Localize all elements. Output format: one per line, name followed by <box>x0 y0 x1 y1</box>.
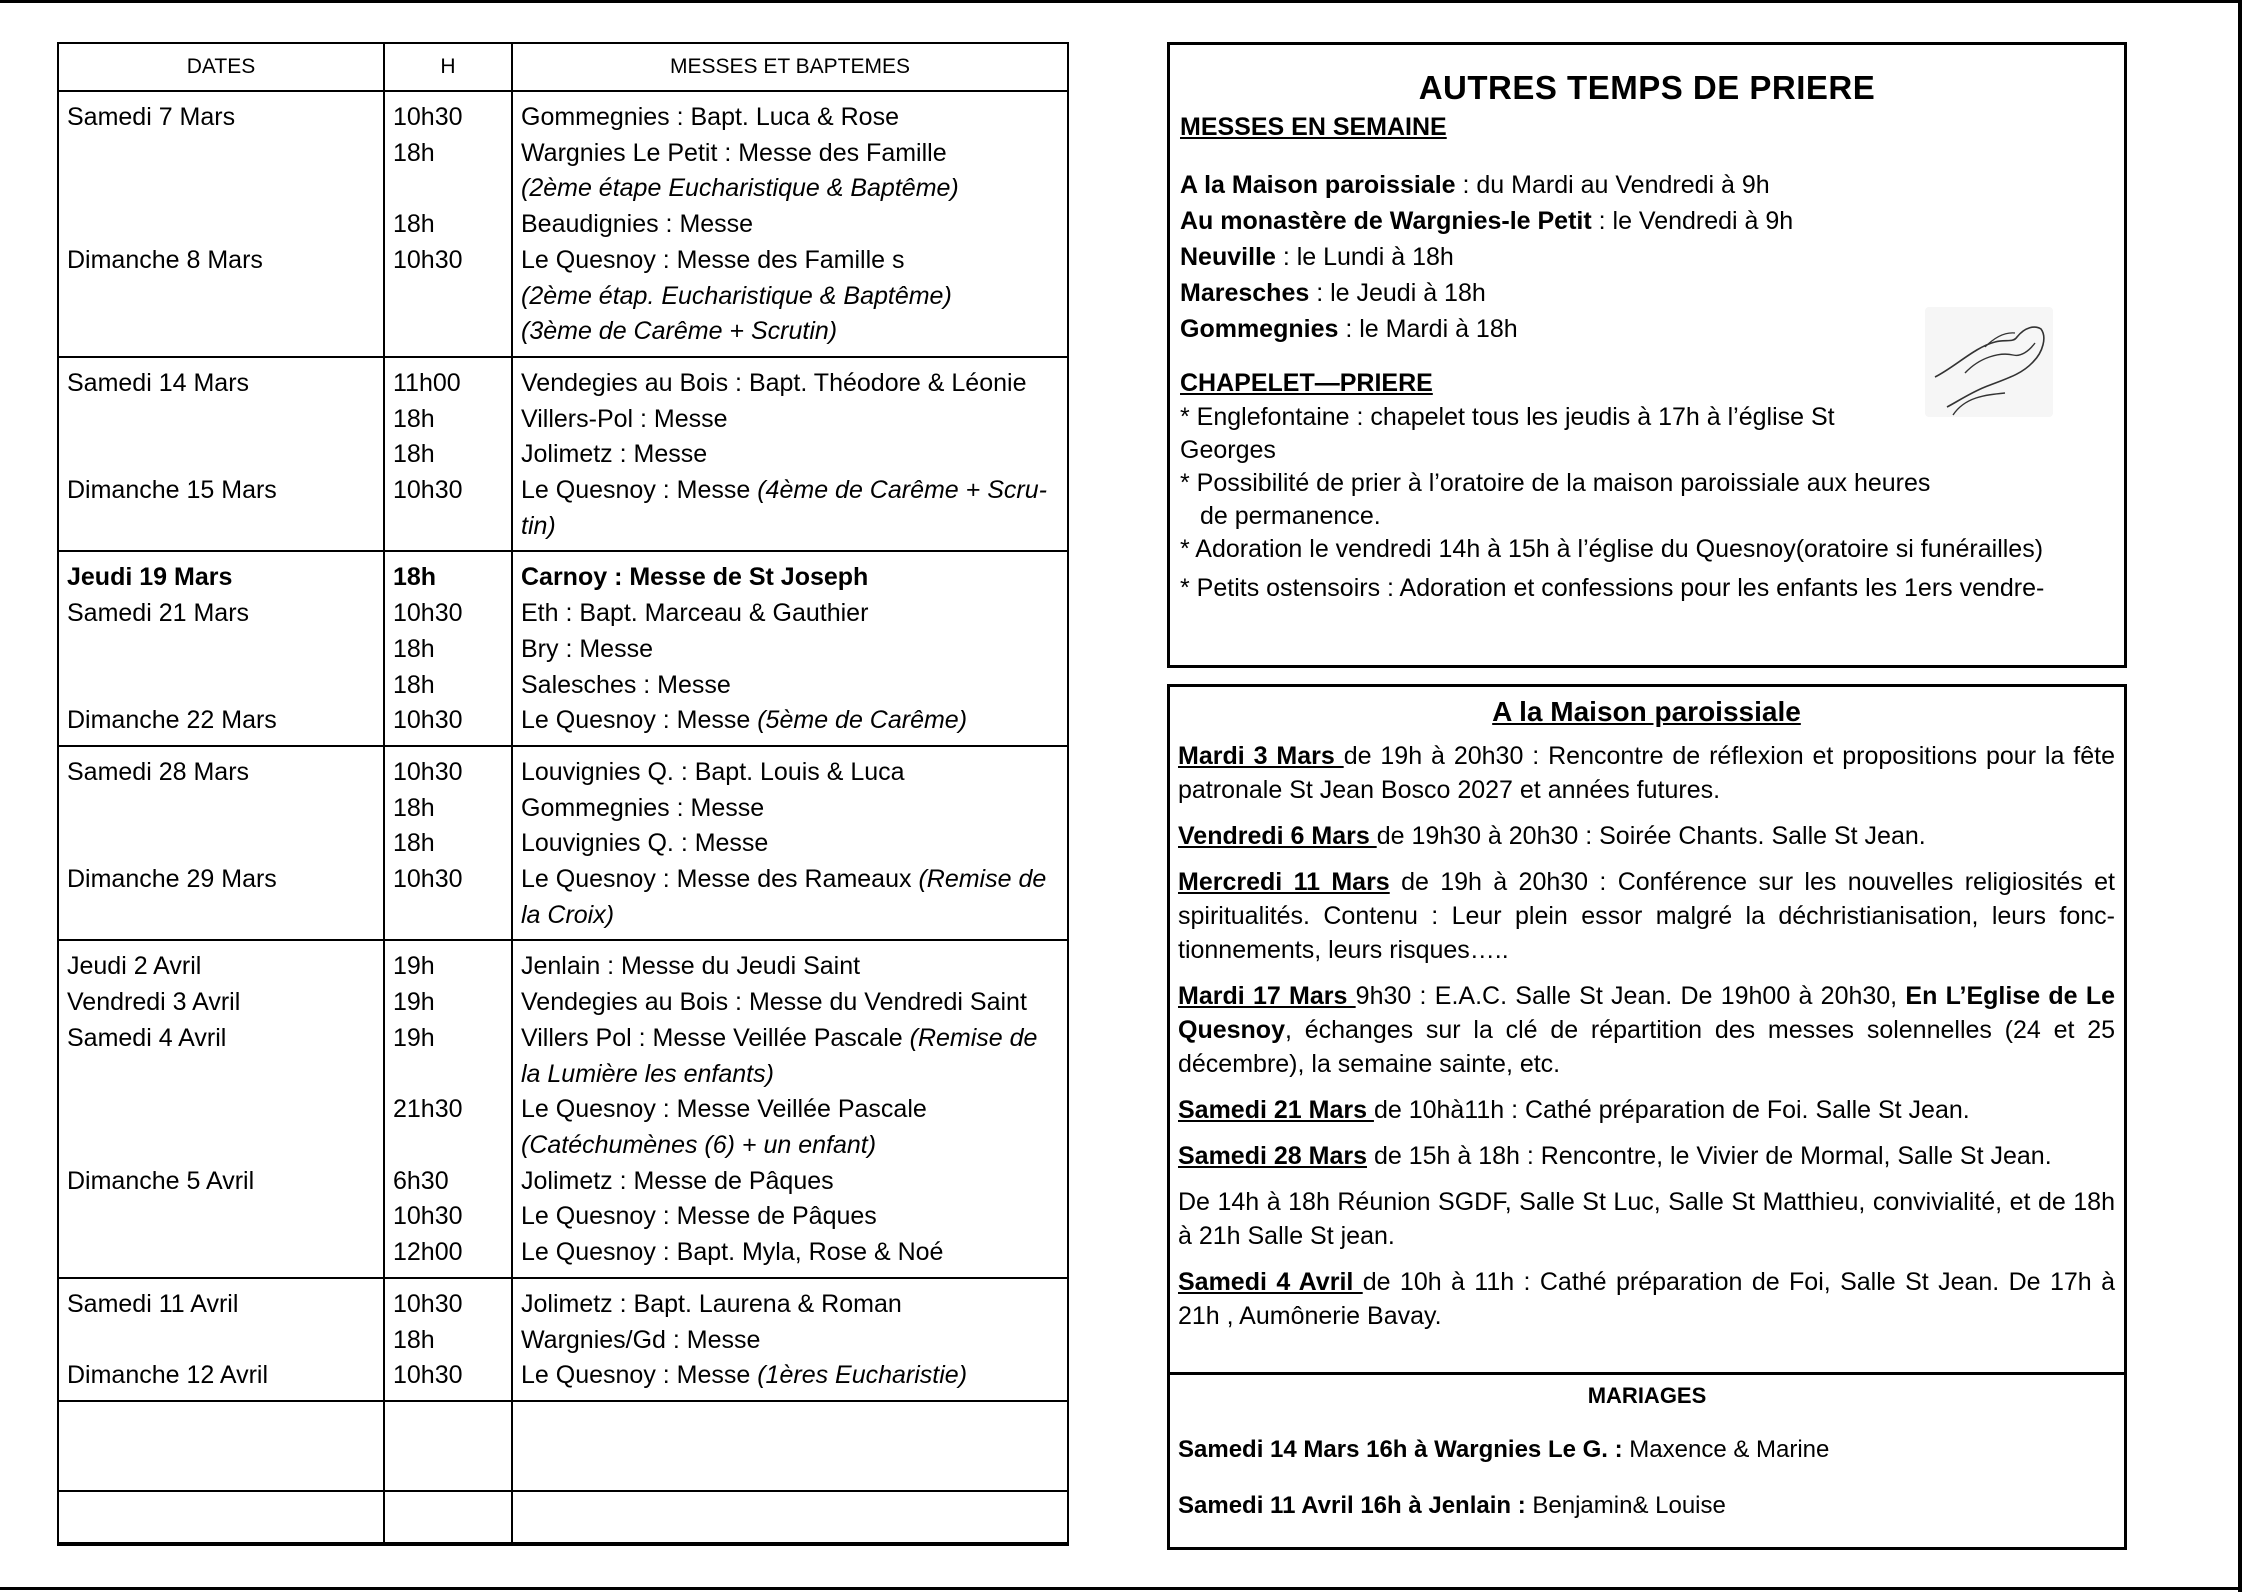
time-cell <box>384 940 512 1277</box>
date-cell <box>59 91 384 357</box>
date-line: Dimanche 15 Mars <box>67 476 277 504</box>
schedule-group-row <box>59 940 1067 1277</box>
schedule-group-row <box>59 91 1067 357</box>
date-cell <box>59 551 384 746</box>
date-line <box>67 207 375 243</box>
chapelet-item: * Englefontaine : chapelet tous les jeudis à 17h à l’église St <box>1180 403 1835 431</box>
time-line: 18h <box>393 404 435 433</box>
text-line: Le Quesnoy : Messe des Famille s <box>521 245 905 274</box>
text-line: Gommegnies : Bapt. Luca & Rose <box>521 103 899 131</box>
time-line: 10h30 <box>393 1202 463 1231</box>
time-line: 11h00 <box>393 368 461 397</box>
schedule-group-row <box>59 746 1067 941</box>
text-line: la Lumière les enfants) <box>521 1059 774 1088</box>
weddings-section <box>1170 1372 2124 1553</box>
time-line: 12h00 <box>393 1238 463 1267</box>
date-line <box>67 509 375 545</box>
event-item: Vendredi 6 Mars de 19h30 à 20h30 : Soirée Chants. Salle St Jean. <box>1178 822 1926 850</box>
date-line <box>67 314 375 350</box>
text-line: Louvignies Q. : Messe <box>521 829 769 858</box>
other-prayer-times-box <box>1167 42 2127 668</box>
time-line <box>393 1128 503 1164</box>
time-line: 10h30 <box>393 865 463 894</box>
text-line: (2ème étape Eucharistique & Baptême) <box>521 174 959 203</box>
date-line <box>67 1199 375 1235</box>
event-item: Mercredi 11 Mars de 19h à 20h30 : Conférence sur les nouvelles religiosités et spiritualités. Contenu : Leur plein essor malgré la déchristianisation, leurs fonc-tionnements, leurs risques….. <box>1178 868 2115 964</box>
date-line: Samedi 28 Mars <box>67 757 250 786</box>
date-cell <box>59 1278 384 1401</box>
time-line: 21h30 <box>393 1095 463 1124</box>
text-line: Le Quesnoy : Messe des Rameaux (Remise de <box>521 865 1047 894</box>
time-line: 19h <box>393 988 435 1017</box>
text-line: (Catéchumènes (6) + un enfant) <box>521 1130 877 1159</box>
text-line: Le Quesnoy : Messe (4ème de Carême + Scru- <box>521 476 1047 505</box>
time-line: 19h <box>393 1023 435 1052</box>
masses-cell <box>512 551 1067 746</box>
time-cell <box>384 91 512 357</box>
text-line: Vendegies au Bois : Bapt. Théodore & Léonie <box>521 368 1027 397</box>
text-line: Wargnies/Gd : Messe <box>521 1325 761 1354</box>
time-line <box>393 509 503 545</box>
date-line: Samedi 11 Avril <box>67 1289 239 1318</box>
chapelet-item-cont: de permanence. <box>1200 502 1381 530</box>
text-line: Eth : Bapt. Marceau & Gauthier <box>521 599 869 628</box>
date-line: Dimanche 8 Mars <box>67 245 263 274</box>
text-line: Le Quesnoy : Messe (1ères Eucharistie) <box>521 1361 968 1390</box>
weekday-item: A la Maison paroissiale : du Mardi au Vendredi à 9h <box>1180 171 1770 199</box>
table-header-row <box>59 44 1067 91</box>
text-line: la Croix) <box>521 900 615 929</box>
time-line: 10h30 <box>393 1289 463 1318</box>
column-header-dates: DATES <box>59 44 384 91</box>
text-line: tin) <box>521 511 556 540</box>
event-item: Samedi 28 Mars de 15h à 18h : Rencontre, le Vivier de Mormal, Salle St Jean. <box>1178 1142 2052 1170</box>
prayer-box-title: AUTRES TEMPS DE PRIERE <box>1418 69 1876 106</box>
event-item: Samedi 21 Mars de 10hà11h : Cathé préparation de Foi. Salle St Jean. <box>1178 1096 1970 1124</box>
time-line: 18h <box>393 563 437 592</box>
text-line: Le Quesnoy : Bapt. Myla, Rose & Noé <box>521 1238 944 1267</box>
date-line: Jeudi 2 Avril <box>67 952 202 981</box>
praying-hands-icon <box>1925 307 2053 417</box>
text-line: Beaudignies : Messe <box>521 210 754 239</box>
date-line: Samedi 21 Mars <box>67 599 250 628</box>
chapelet-item-cont: Georges <box>1180 436 1276 464</box>
text-line: (3ème de Carême + Scrutin) <box>521 317 838 346</box>
text-line: Jolimetz : Messe de Pâques <box>521 1166 834 1195</box>
text-line: Le Quesnoy : Messe (5ème de Carême) <box>521 706 968 735</box>
date-cell <box>59 746 384 941</box>
maison-paroissiale-box <box>1167 684 2127 1550</box>
time-line <box>393 171 503 207</box>
date-line: Jeudi 19 Mars <box>67 563 233 592</box>
masses-cell <box>512 746 1067 941</box>
masses-cell <box>512 1278 1067 1401</box>
date-line <box>67 1323 375 1359</box>
time-line: 18h <box>393 670 435 699</box>
date-line <box>67 1092 375 1128</box>
date-line: Dimanche 22 Mars <box>67 706 277 735</box>
event-item: Samedi 4 Avril de 10h à 11h : Cathé préparation de Foi, Salle St Jean. De 17h à 21h , Aumônerie Bavay. <box>1178 1268 2115 1330</box>
time-line <box>393 1057 503 1093</box>
text-line: Villers Pol : Messe Veillée Pascale (Remise de <box>521 1023 1038 1052</box>
time-line: 18h <box>393 1325 435 1354</box>
weekday-item: Au monastère de Wargnies-le Petit : le Vendredi à 9h <box>1180 207 1794 235</box>
time-line: 10h30 <box>393 1361 463 1390</box>
date-line <box>67 437 375 473</box>
chapelet-item: * Possibilité de prier à l’oratoire de la maison paroissiale aux heures <box>1180 469 1931 497</box>
empty-row <box>59 1401 1067 1491</box>
column-header-masses: MESSES ET BAPTEMES <box>512 44 1067 91</box>
text-line: Salesches : Messe <box>521 670 731 699</box>
time-line: 10h30 <box>393 599 463 628</box>
date-line: Dimanche 12 Avril <box>67 1361 269 1390</box>
maison-title: A la Maison paroissiale <box>1492 696 1801 727</box>
time-cell <box>384 746 512 941</box>
date-line: Samedi 4 Avril <box>67 1023 227 1052</box>
text-line: Jolimetz : Messe <box>521 440 708 469</box>
time-line: 10h30 <box>393 757 463 786</box>
text-line: Louvignies Q. : Bapt. Louis & Luca <box>521 757 905 786</box>
date-cell <box>59 357 384 552</box>
time-cell <box>384 551 512 746</box>
chapelet-item: * Petits ostensoirs : Adoration et confessions pour les enfants les 1ers vendre- <box>1180 574 2045 602</box>
date-line <box>67 1057 375 1093</box>
date-line: Dimanche 29 Mars <box>67 865 277 894</box>
event-item: De 14h à 18h Réunion SGDF, Salle St Luc, Salle St Matthieu, convivialité, et de 18h à 21h Salle St jean. <box>1178 1188 2115 1250</box>
text-line: Villers-Pol : Messe <box>521 404 728 433</box>
chapelet-item: * Adoration le vendredi 14h à 15h à l’église du Quesnoy(oratoire si funérailles) <box>1180 535 2044 563</box>
date-cell <box>59 940 384 1277</box>
schedule-group-row <box>59 1278 1067 1401</box>
time-line: 18h <box>393 440 435 469</box>
text-line: Le Quesnoy : Messe de Pâques <box>521 1202 877 1231</box>
date-line <box>67 278 375 314</box>
date-line <box>67 171 375 207</box>
wedding-item: Samedi 11 Avril 16h à Jenlain : Benjamin& Louise <box>1178 1492 1726 1519</box>
text-line: Le Quesnoy : Messe Veillée Pascale <box>521 1095 927 1124</box>
date-line: Samedi 7 Mars <box>67 103 236 131</box>
time-cell <box>384 1278 512 1401</box>
masses-cell <box>512 940 1067 1277</box>
text-line: Jolimetz : Bapt. Laurena & Roman <box>521 1289 902 1318</box>
text-line: Jenlain : Messe du Jeudi Saint <box>521 952 861 981</box>
weekday-item: Neuville : le Lundi à 18h <box>1180 243 1454 271</box>
page-frame-right <box>2238 0 2242 1592</box>
weekday-item: Maresches : le Jeudi à 18h <box>1180 279 1486 307</box>
time-line <box>393 314 503 350</box>
date-line <box>67 632 375 668</box>
time-line: 19h <box>393 952 435 981</box>
date-line <box>67 826 375 862</box>
weekday-masses-title: MESSES EN SEMAINE <box>1180 113 1447 141</box>
wedding-item: Samedi 14 Mars 16h à Wargnies Le G. : Maxence & Marine <box>1178 1436 1830 1463</box>
date-line <box>67 136 375 172</box>
text-line: Bry : Messe <box>521 634 653 663</box>
chapelet-title: CHAPELET—PRIERE <box>1180 369 1433 397</box>
text-line: Carnoy : Messe de St Joseph <box>521 563 869 592</box>
date-line <box>67 791 375 827</box>
time-line: 18h <box>393 634 435 663</box>
mass-schedule-table <box>57 42 1069 1546</box>
schedule-group-row <box>59 357 1067 552</box>
time-line: 6h30 <box>393 1166 449 1195</box>
time-line: 10h30 <box>393 706 463 735</box>
text-line: (2ème étap. Eucharistique & Baptême) <box>521 281 952 310</box>
time-line: 18h <box>393 210 435 239</box>
schedule-group-row <box>59 551 1067 746</box>
time-line: 10h30 <box>393 103 463 131</box>
masses-cell <box>512 91 1067 357</box>
event-item: Mardi 3 Mars de 19h à 20h30 : Rencontre de réflexion et propositions pour la fête patronale St Jean Bosco 2027 et années futures. <box>1178 742 2116 804</box>
time-line: 18h <box>393 138 435 167</box>
empty-row <box>59 1491 1067 1543</box>
event-item: Mardi 17 Mars 9h30 : E.A.C. Salle St Jean. De 19h00 à 20h30, En L’Eglise de Le Quesnoy, échanges sur la clé de répartition des messes solennelles (24 et 25 décembre), la semaine sainte, etc. <box>1178 982 2115 1078</box>
column-header-hour: H <box>384 44 512 91</box>
date-line: Vendredi 3 Avril <box>67 988 241 1017</box>
date-line: Samedi 14 Mars <box>67 368 250 397</box>
time-line: 18h <box>393 829 435 858</box>
weddings-title: MARIAGES <box>1587 1383 1707 1408</box>
time-line <box>393 898 503 934</box>
date-line <box>67 1128 375 1164</box>
time-line: 10h30 <box>393 245 463 274</box>
weekday-item: Gommegnies : le Mardi à 18h <box>1180 315 1518 343</box>
masses-cell <box>512 357 1067 552</box>
date-line <box>67 1235 375 1271</box>
date-line: Dimanche 5 Avril <box>67 1166 255 1195</box>
time-line: 18h <box>393 793 435 822</box>
date-line <box>67 402 375 438</box>
time-cell <box>384 357 512 552</box>
text-line: Vendegies au Bois : Messe du Vendredi Saint <box>521 988 1027 1017</box>
text-line: Gommegnies : Messe <box>521 793 765 822</box>
time-line: 10h30 <box>393 476 463 505</box>
time-line <box>393 279 503 315</box>
chapelet-list <box>1180 401 2114 605</box>
date-line <box>67 898 375 934</box>
date-line <box>67 668 375 704</box>
text-line: Wargnies Le Petit : Messe des Famille <box>521 138 947 167</box>
